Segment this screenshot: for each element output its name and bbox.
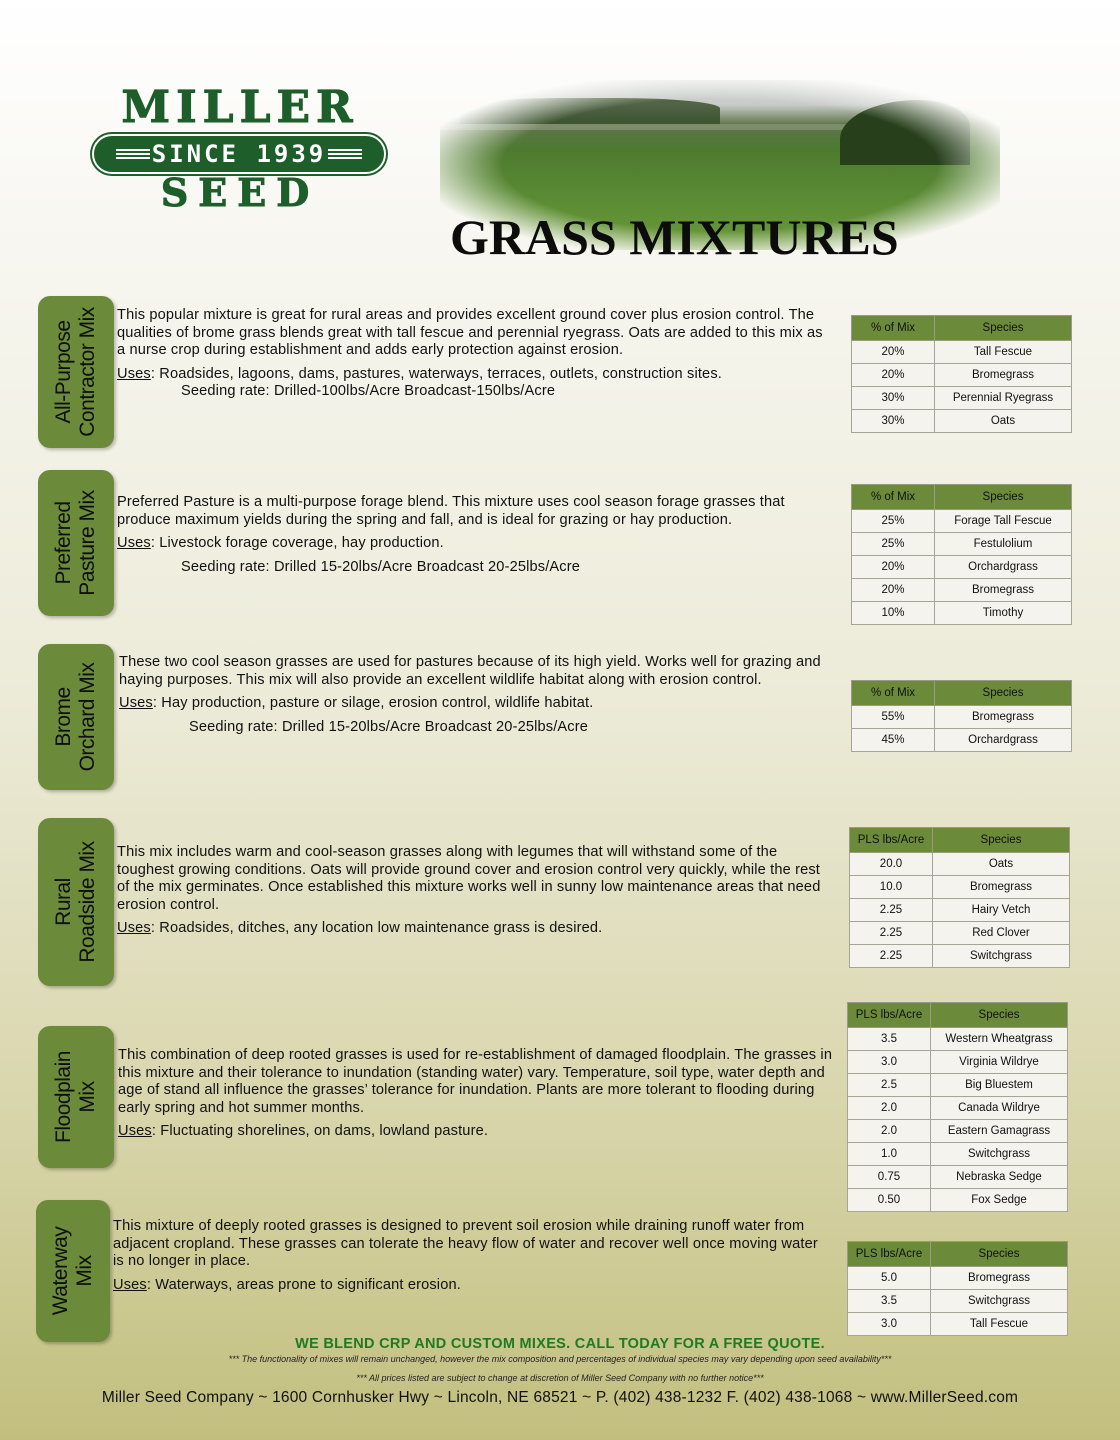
table-row: 2.25 Red Clover bbox=[850, 922, 1070, 945]
page-title: GRASS MIXTURES bbox=[450, 209, 899, 265]
table-row: 30% Oats bbox=[852, 410, 1072, 433]
company-logo bbox=[90, 82, 390, 215]
table-row: 3.5 Western Wheatgrass bbox=[848, 1028, 1068, 1051]
table-row: 45% Orchardgrass bbox=[852, 729, 1072, 752]
section-description-waterway: This mixture of deeply rooted grasses is designed to prevent soil erosion while draining runoff water from adjacent cropland. These grasses can tolerate the heavy flow of water and recover well once moving water is no longer in place. Uses: Waterways, areas prone to significant erosion. bbox=[113, 1218, 818, 1293]
mix-table-waterway: PLS lbs/Acre Species 5.0 Bromegrass 3.5 Switchgrass 3.0 Tall Fescue bbox=[847, 1241, 1068, 1336]
table-row: 20% Bromegrass bbox=[852, 579, 1072, 602]
table-row: 0.75 Nebraska Sedge bbox=[848, 1166, 1068, 1189]
table-row: 20% Tall Fescue bbox=[852, 341, 1072, 364]
mix-table-preferred-pasture: % of Mix Species 25% Forage Tall Fescue 25% Festulolium 20% Orchardgrass 20% Bromegrass 10% Timothy bbox=[851, 484, 1072, 625]
table-row: 30% Perennial Ryegrass bbox=[852, 387, 1072, 410]
logo-name-bottom: SEED bbox=[160, 170, 320, 215]
section-tab-rural-roadside: Rural Roadside Mix bbox=[38, 818, 114, 986]
mix-table-brome-orchard: % of Mix Species 55% Bromegrass 45% Orchardgrass bbox=[851, 680, 1072, 752]
section-tab-brome-orchard: Brome Orchard Mix bbox=[38, 644, 114, 790]
table-row: 10% Timothy bbox=[852, 602, 1072, 625]
logo-since-text: SINCE 1939 bbox=[151, 140, 327, 168]
table-row: 2.25 Switchgrass bbox=[850, 945, 1070, 968]
section-description-brome-orchard: These two cool season grasses are used for pastures because of its high yield. Works well for grazing and haying purposes. This mix will also provide an excellent wildlife habitat along with erosion control. Uses: Hay production, pasture or silage, erosion control, wildlife habitat. Seeding rate: Drilled 15-20lbs/Acre Broadcast 20-25lbs/Acre bbox=[119, 654, 831, 736]
table-row: 10.0 Bromegrass bbox=[850, 876, 1070, 899]
table-row: 20.0 Oats bbox=[850, 853, 1070, 876]
section-description-preferred-pasture: Preferred Pasture is a multi-purpose forage blend. This mixture uses cool season forage grasses that produce maximum yields during the spring and fall, and is ideal for grazing or hay production. Uses: Livestock forage coverage, hay production. Seeding rate: Drilled 15-20lbs/Acre Broadcast 20-25lbs/Acre bbox=[117, 494, 829, 576]
table-row: 3.5 Switchgrass bbox=[848, 1290, 1068, 1313]
pricing-note: *** All prices listed are subject to change at discretion of Miller Seed Company with no further notice*** bbox=[356, 1373, 764, 1383]
seeding-rate: Seeding rate: Drilled 15-20lbs/Acre Broadcast 20-25lbs/Acre bbox=[189, 718, 589, 735]
mix-table-rural-roadside: PLS lbs/Acre Species 20.0 Oats 10.0 Bromegrass 2.25 Hairy Vetch 2.25 Red Clover 2.25 Switchgrass bbox=[849, 827, 1070, 968]
mix-table-floodplain: PLS lbs/Acre Species 3.5 Western Wheatgrass 3.0 Virginia Wildrye 2.5 Big Bluestem 2.0 Canada Wildrye 2.0 Eastern Gamagrass 1.0 Switchgrass 0.75 Nebraska Sedge 0.50 Fox Sedge bbox=[847, 1002, 1068, 1212]
table-row: 3.0 Tall Fescue bbox=[848, 1313, 1068, 1336]
table-row: 3.0 Virginia Wildrye bbox=[848, 1051, 1068, 1074]
logo-since-banner bbox=[92, 134, 386, 174]
contact-info: Miller Seed Company ~ 1600 Cornhusker Hwy ~ Lincoln, NE 68521 ~ P. (402) 438-1232 F. (402) 438-1068 ~ www.MillerSeed.com bbox=[101, 1389, 1019, 1406]
availability-note: *** The functionality of mixes will remain unchanged, however the mix composition and percentages of individual species may vary depending upon seed availability*** bbox=[228, 1354, 892, 1364]
seeding-rate: Seeding rate: Drilled 15-20lbs/Acre Broadcast 20-25lbs/Acre bbox=[181, 558, 581, 575]
logo-name-top: MILLER bbox=[121, 82, 359, 133]
table-row: 55% Bromegrass bbox=[852, 706, 1072, 729]
section-description-rural-roadside: This mix includes warm and cool-season grasses along with legumes that will withstand some of the toughest growing conditions. Oats will provide ground cover and erosion control very quickly, while the rest of the mix germinates. Once established this mixture works well in sunny low maintenance areas that need erosion control. Uses: Roadsides, ditches, any location low maintenance grass is desired. bbox=[117, 844, 821, 936]
table-row: 25% Forage Tall Fescue bbox=[852, 510, 1072, 533]
section-tab-floodplain: Floodplain Mix bbox=[38, 1026, 114, 1168]
section-description-all-purpose: This popular mixture is great for rural areas and provides excellent ground cover plus erosion control. The qualities of brome grass blends great with tall fescue and perennial ryegrass. Oats are added to this mix as a nurse crop during establishment and adds early protection against erosion. Uses: Roadsides, lagoons, dams, pastures, waterways, terraces, outlets, construction sites. Seeding rate: Drilled-100lbs/Acre Broadcast-150lbs/Acre bbox=[117, 307, 829, 401]
table-row: 25% Festulolium bbox=[852, 533, 1072, 556]
table-row: 0.50 Fox Sedge bbox=[848, 1189, 1068, 1212]
table-row: 20% Orchardgrass bbox=[852, 556, 1072, 579]
section-tab-preferred-pasture: Preferred Pasture Mix bbox=[38, 470, 114, 616]
section-tab-all-purpose: All-Purpose Contractor Mix bbox=[38, 296, 114, 448]
table-row: 2.25 Hairy Vetch bbox=[850, 899, 1070, 922]
right-wing-icon bbox=[328, 149, 362, 159]
table-row: 2.5 Big Bluestem bbox=[848, 1074, 1068, 1097]
section-description-floodplain: This combination of deep rooted grasses is used for re-establishment of damaged floodplain. The grasses in this mixture and their tolerance to inundation (standing water) vary. Temperature, soil type, water depth and age of stand all influence the grasses’ tolerance for inundation. Plants are more tolerant to flooding during early spring and hot summer months. Uses: Fluctuating shorelines, on dams, lowland pasture. bbox=[118, 1047, 833, 1139]
table-row: 2.0 Canada Wildrye bbox=[848, 1097, 1068, 1120]
section-tab-waterway: Waterway Mix bbox=[36, 1200, 110, 1342]
seeding-rate: Seeding rate: Drilled-100lbs/Acre Broadcast-150lbs/Acre bbox=[181, 383, 556, 399]
table-row: 1.0 Switchgrass bbox=[848, 1143, 1068, 1166]
table-row: 20% Bromegrass bbox=[852, 364, 1072, 387]
table-row: 5.0 Bromegrass bbox=[848, 1267, 1068, 1290]
call-to-action: WE BLEND CRP AND CUSTOM MIXES. CALL TODAY FOR A FREE QUOTE. bbox=[295, 1336, 825, 1352]
left-wing-icon bbox=[116, 149, 150, 159]
table-row: 2.0 Eastern Gamagrass bbox=[848, 1120, 1068, 1143]
mix-table-all-purpose: % of Mix Species 20% Tall Fescue 20% Bromegrass 30% Perennial Ryegrass 30% Oats bbox=[851, 315, 1072, 433]
